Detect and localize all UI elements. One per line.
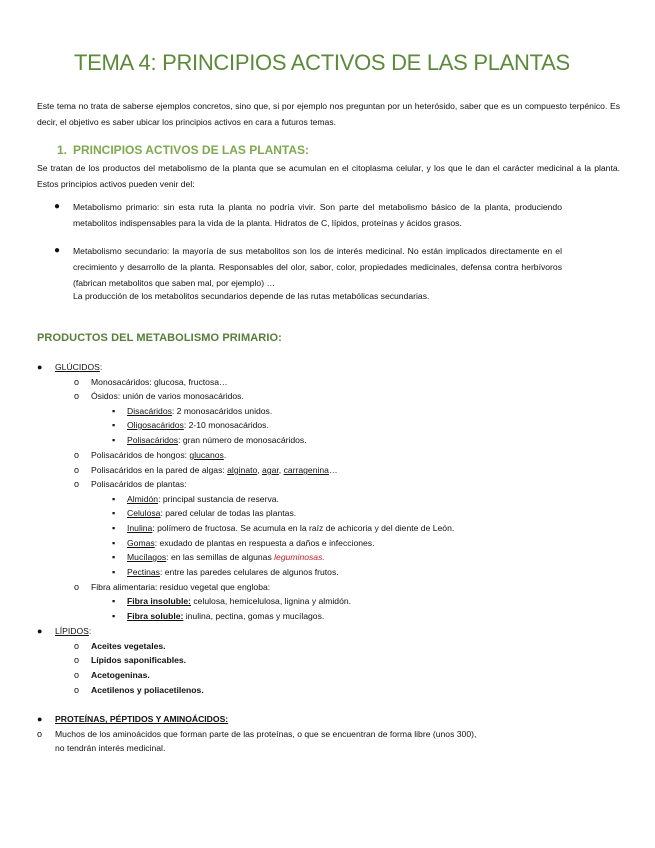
polisacaridos-algas-item: Polisacáridos en la pared de algas: alginato, agar, carragenina…	[91, 465, 338, 475]
bullet-continuation	[73, 288, 562, 304]
leguminosas-highlight: leguminosas.	[274, 552, 325, 562]
circle-marker: o	[74, 450, 80, 460]
fibra-soluble-item: Fibra soluble: inulina, pectina, gomas y mucílagos.	[127, 611, 325, 621]
circle-marker: o	[74, 655, 80, 665]
section-intro: Se tratan de los productos del metabolismo de la planta que se acumulan en el citoplasma celular, y los que le dan el carácter medicinal a la planta. Estos principios activos pueden venir del:	[37, 163, 620, 189]
lipidos-item: Acetilenos y poliacetilenos.	[91, 685, 204, 695]
section-heading-1	[57, 143, 309, 157]
circle-marker: o	[37, 729, 43, 739]
square-marker: ▪	[112, 596, 116, 606]
circle-marker: o	[74, 465, 80, 475]
glucidos-label: GLÚCIDOS:	[55, 362, 103, 372]
lipidos-item: Lípidos saponificables.	[91, 655, 187, 665]
bullet-metabolismo-secundario	[54, 243, 562, 291]
bullet-text: Metabolismo primario: sin esta ruta la planta no podría vivir. Son parte del metabolismo básico de la planta, produciendo metabolitos indispensables para la vida de la planta. Hidratos de C, lípidos, proteínas y ácidos grasos.	[73, 202, 562, 228]
square-marker: ▪	[112, 523, 116, 533]
square-marker: ▪	[112, 611, 116, 621]
page-title: TEMA 4: PRINCIPIOS ACTIVOS DE LAS PLANTAS	[74, 50, 570, 75]
bullet-dot: ●	[54, 245, 61, 256]
bullet-dot: ●	[37, 714, 43, 724]
lipidos-label: LÍPIDOS:	[55, 626, 92, 636]
square-marker: ▪	[112, 567, 116, 577]
lipidos-item: Acetogeninas.	[91, 670, 150, 680]
circle-marker: o	[74, 582, 80, 592]
polisacaridos-item: Polisacáridos: gran número de monosacáridos.	[127, 435, 307, 445]
inulina-item: Inulina: polímero de fructosa. Se acumula en la raíz de achicoria y del diente de León.	[127, 523, 455, 533]
osidos-item: Ósidos: unión de varios monosacáridos.	[91, 391, 244, 401]
circle-marker: o	[74, 685, 80, 695]
fibra-alimentaria-item: Fibra alimentaria: residuo vegetal que engloba:	[91, 582, 271, 592]
section-heading-2: PRODUCTOS DEL METABOLISMO PRIMARIO:	[37, 332, 282, 344]
mucilagos-item: Mucílagos: en las semillas de algunas leguminosas.	[127, 552, 325, 562]
proteinas-label: PROTEÍNAS, PÉPTIDOS Y AMINOÁCIDOS:	[55, 714, 229, 724]
bullet-dot: ●	[37, 626, 43, 636]
polisacaridos-hongos-item: Polisacáridos de hongos: glucanos.	[91, 450, 227, 460]
square-marker: ▪	[112, 435, 116, 445]
square-marker: ▪	[112, 494, 116, 504]
intro-paragraph: Este tema no trata de saberse ejemplos concretos, sino que, si por ejemplo nos preguntan por un heterósido, saber que es un compuesto terpénico. Es decir, el objetivo es saber ubicar los principios activos en cara a futuros temas.	[37, 101, 620, 127]
almidon-item: Almidón: principal sustancia de reserva.	[127, 494, 279, 504]
square-marker: ▪	[112, 508, 116, 518]
monosacaridos-item: Monosacáridos: glucosa, fructosa…	[91, 377, 228, 387]
square-marker: ▪	[112, 552, 116, 562]
disacaridos-item: Disacáridos: 2 monosacáridos unidos.	[127, 406, 273, 416]
celulosa-item: Celulosa: pared celular de todas las plantas.	[127, 508, 297, 518]
bullet-dot: ●	[37, 362, 43, 372]
section-heading-text: PRINCIPIOS ACTIVOS DE LAS PLANTAS:	[73, 143, 310, 157]
square-marker: ▪	[112, 420, 116, 430]
circle-marker: o	[74, 641, 80, 651]
circle-marker: o	[74, 377, 80, 387]
bullet-text: La producción de los metabolitos secundarios depende de las rutas metabólicas secundarias.	[73, 291, 430, 301]
oligosacaridos-item: Oligosacáridos: 2-10 monosacáridos.	[127, 420, 269, 430]
pectinas-item: Pectinas: entre las paredes celulares de algunos frutos.	[127, 567, 339, 577]
fibra-insoluble-item: Fibra insoluble: celulosa, hemicelulosa, lignina y almidón.	[127, 596, 352, 606]
polisacaridos-plantas-item: Polisacáridos de plantas:	[91, 479, 187, 489]
square-marker: ▪	[112, 406, 116, 416]
circle-marker: o	[74, 670, 80, 680]
gomas-item: Gomas: exudado de plantas en respuesta a daños e infecciones.	[127, 538, 375, 548]
lipidos-item: Aceites vegetales.	[91, 641, 166, 651]
circle-marker: o	[74, 391, 80, 401]
square-marker: ▪	[112, 538, 116, 548]
bullet-text: Metabolismo secundario: la mayoría de sus metabolitos son los de interés medicinal. No están implicados directamente en el crecimiento y desarrollo de la planta. Responsables del olor, sabor, color, propiedades medicinales, defensa contra herbívoros (fabrican metabolitos que saben mal, por ejemplo) …	[73, 246, 562, 288]
proteinas-text-line-2: no tendrán interés medicinal.	[55, 743, 166, 753]
bullet-metabolismo-primario	[54, 199, 562, 231]
bullet-dot: ●	[54, 201, 61, 212]
section-number: 1.	[57, 143, 68, 157]
circle-marker: o	[74, 479, 80, 489]
proteinas-text-line-1: Muchos de los aminoácidos que forman parte de las proteínas, o que se encuentran de forma libre (unos 300),	[55, 729, 477, 739]
